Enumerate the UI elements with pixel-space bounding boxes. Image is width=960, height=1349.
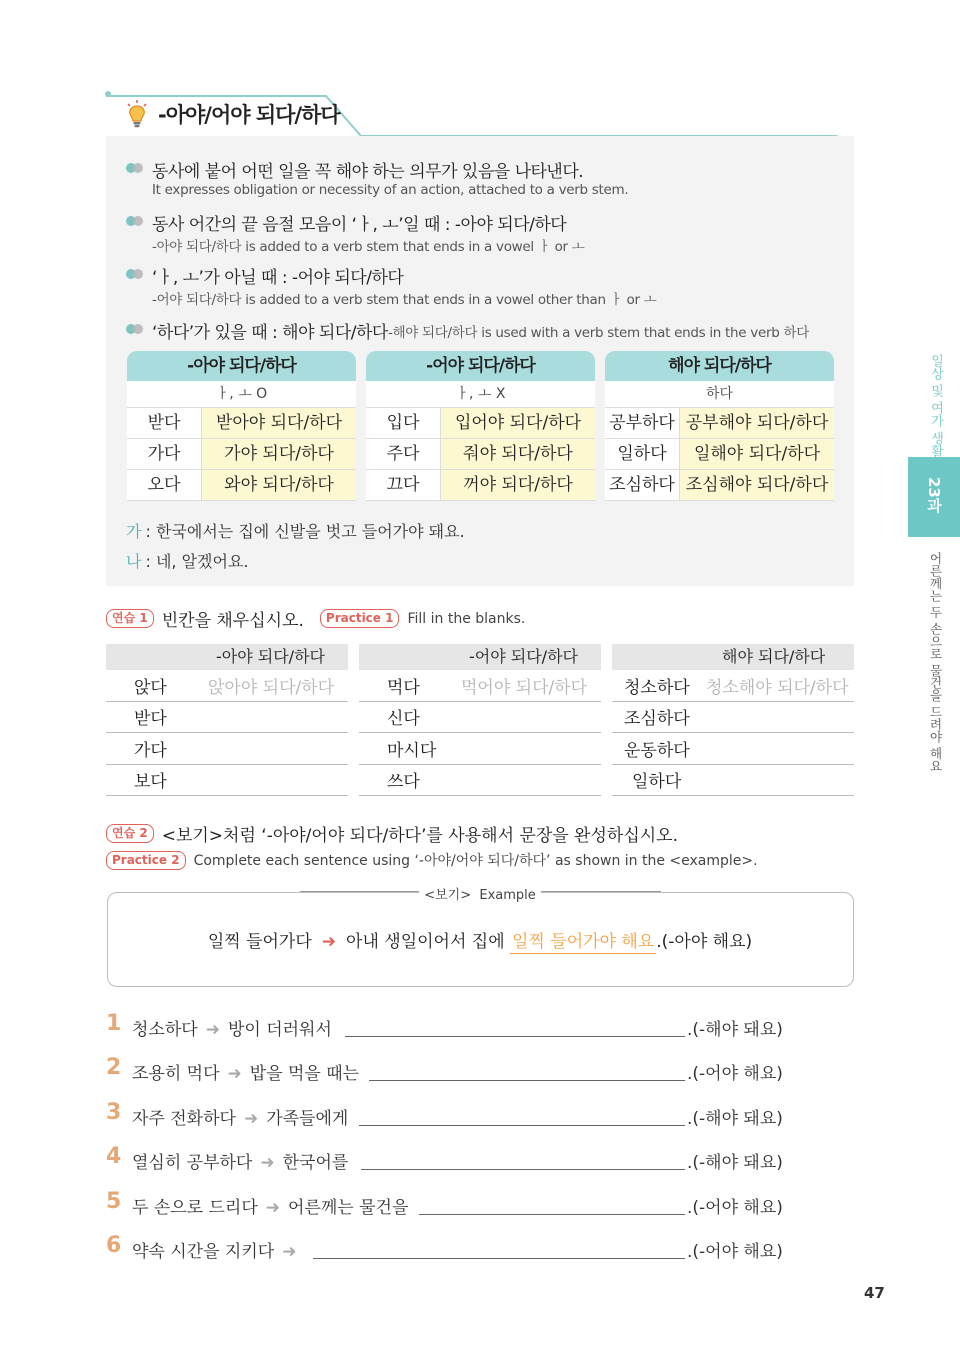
grammar-point-en: It expresses obligation or necessity of an action, attached to a verb stem. [152, 182, 629, 198]
grammar-explanation-box [106, 136, 854, 586]
dialog-line-1: 가 : 한국에서는 집에 신발을 벗고 들어가야 돼요. [126, 522, 465, 541]
form-cell: 꺼야 되다/하다 [441, 470, 595, 500]
verb-cell: 신다 [387, 709, 420, 730]
question-ending: .(-해야 돼요) [687, 1153, 783, 1173]
answer-cell: 청소해야 되다/하다 [706, 677, 849, 698]
table-condition: ㅏ, ㅗ O [127, 381, 356, 408]
form-cell: 가야 되다/하다 [202, 439, 356, 469]
arrow-right-icon: ➜ [227, 1064, 242, 1084]
bullet-icon [126, 324, 144, 334]
table-row [106, 733, 348, 765]
example-label [0, 884, 960, 903]
table-row [127, 439, 356, 470]
question-lead: 가족들에게 [266, 1109, 349, 1129]
practice1-badge-en: Practice 1 [320, 609, 400, 628]
grammar-point-ko: ‘ㅏ, ㅗ’가 아닐 때 : -어야 되다/하다 [152, 268, 404, 288]
verb-cell: 조심하다 [624, 709, 690, 730]
arrow-right-icon: ➜ [282, 1242, 297, 1262]
table-row [359, 702, 601, 734]
side-lesson-title: 어른께는 두 손으로 물건을 드려야 해요 [928, 552, 943, 772]
table-row [612, 733, 854, 765]
side-section-label: 일상 및 여가 생활 [928, 354, 943, 458]
table-row [106, 670, 348, 702]
dialog-text: 네, 알겠어요. [155, 552, 249, 571]
form-cell: 받아야 되다/하다 [202, 408, 356, 438]
verb-cell: 주다 [366, 439, 441, 469]
verb-cell: 앉다 [134, 677, 167, 698]
answer-blank[interactable] [345, 1036, 685, 1037]
question-2 [106, 1055, 786, 1085]
table-row [359, 670, 601, 702]
grammar-point-ko: ‘하다’가 있을 때 : 해야 되다/하다 [152, 323, 388, 343]
grammar-title [106, 93, 340, 135]
question-number: 5 [106, 1189, 122, 1214]
verb-cell: 보다 [134, 772, 167, 793]
table-header: -아야 되다/하다 [106, 644, 348, 670]
bullet-icon [126, 163, 144, 173]
question-ending: .(-해야 돼요) [687, 1020, 783, 1040]
verb-cell: 먹다 [387, 677, 420, 698]
practice2-heading [106, 821, 678, 846]
table-row [106, 702, 348, 734]
side-lesson-tab [908, 457, 960, 537]
grammar-point-ko: 동사에 붙어 어떤 일을 꼭 해야 하는 의무가 있음을 나타낸다. [152, 162, 584, 182]
verb-cell: 끄다 [366, 470, 441, 500]
table-row [366, 408, 595, 439]
table-row [106, 765, 348, 797]
question-number: 1 [106, 1011, 122, 1036]
practice1-table-hae [612, 644, 854, 796]
question-number: 2 [106, 1055, 122, 1080]
verb-cell: 일하다 [605, 439, 680, 469]
question-ending: .(-어야 해요) [687, 1242, 783, 1262]
conjugation-table-a [127, 351, 356, 501]
table-row [366, 439, 595, 470]
practice2-title-ko: <보기>처럼 ‘-아야/어야 되다/하다’를 사용해서 문장을 완성하십시오. [161, 826, 678, 846]
practice1-table-a [106, 644, 348, 796]
question-lead: 밥을 먹을 때는 [249, 1064, 360, 1084]
verb-cell: 입다 [366, 408, 441, 438]
dialog-text: 한국에서는 집에 신발을 벗고 들어가야 돼요. [155, 522, 465, 541]
practice1-heading [106, 606, 525, 631]
answer-blank[interactable] [369, 1080, 685, 1081]
arrow-right-icon: ➜ [260, 1153, 275, 1173]
example-lead: 아내 생일이어서 집에 [346, 932, 505, 952]
example-ending: .(-아야 해요) [656, 932, 753, 952]
conjugation-table-eo [366, 351, 595, 501]
verb-cell: 마시다 [387, 740, 437, 761]
arrow-right-icon: ➜ [321, 932, 337, 952]
table-row [366, 470, 595, 501]
table-header: 해야 되다/하다 [605, 351, 834, 381]
grammar-point-en: -어야 되다/하다 is added to a verb stem that ends in a vowel other than ㅏ or ㅗ [152, 292, 657, 308]
example-cue: 일찍 들어가다 [207, 932, 312, 952]
form-cell: 입어야 되다/하다 [441, 408, 595, 438]
example-label-ko: <보기> [424, 888, 472, 903]
side-section-tab [910, 340, 960, 458]
question-cue: 자주 전화하다 [132, 1109, 236, 1129]
table-condition: 하다 [605, 381, 834, 408]
grammar-point-en: -해야 되다/하다 is used with a verb stem that ends in the verb 하다 [388, 325, 809, 341]
question-number: 3 [106, 1100, 122, 1125]
table-row [605, 439, 834, 470]
bullet-icon [126, 269, 144, 279]
bullet-icon [126, 216, 144, 226]
verb-cell: 가다 [127, 439, 202, 469]
question-cue: 청소하다 [132, 1020, 198, 1040]
practice1-table-eo [359, 644, 601, 796]
title-text: -아야/어야 되다/하다 [158, 103, 340, 127]
question-cue: 약속 시간을 지키다 [132, 1242, 275, 1262]
arrow-right-icon: ➜ [243, 1109, 259, 1129]
arrow-right-icon: ➜ [205, 1020, 220, 1040]
question-6 [106, 1233, 786, 1263]
arrow-right-icon: ➜ [265, 1198, 281, 1218]
form-cell: 줘야 되다/하다 [441, 439, 595, 469]
example-label-en: Example [479, 888, 536, 903]
verb-cell: 쓰다 [387, 772, 420, 793]
practice2-badge-ko: 연습 2 [106, 824, 154, 843]
question-ending: .(-해야 돼요) [687, 1109, 783, 1129]
verb-cell: 가다 [134, 740, 167, 761]
example-sentence [0, 927, 960, 952]
answer-cell: 먹어야 되다/하다 [461, 677, 588, 698]
table-row [359, 765, 601, 797]
table-header: 해야 되다/하다 [612, 644, 854, 670]
table-row [127, 470, 356, 501]
table-row [359, 733, 601, 765]
table-row [127, 408, 356, 439]
verb-cell: 일하다 [632, 772, 682, 793]
question-cue: 두 손으로 드리다 [132, 1198, 258, 1218]
verb-cell: 오다 [127, 470, 202, 500]
question-number: 4 [106, 1144, 122, 1169]
verb-cell: 청소하다 [624, 677, 690, 698]
question-ending: .(-어야 해요) [687, 1198, 783, 1218]
question-lead: 방이 더러워서 [227, 1020, 332, 1040]
practice2-badge-en: Practice 2 [106, 851, 186, 870]
question-lead: 어른께는 물건을 [288, 1198, 409, 1218]
example-answer: 일찍 들어가야 해요 [512, 932, 655, 952]
form-cell: 공부해야 되다/하다 [680, 408, 834, 438]
grammar-point-ko: 동사 어간의 끝 음절 모음이 ‘ㅏ, ㅗ’일 때 : -아야 되다/하다 [152, 215, 567, 235]
table-header: -아야 되다/하다 [127, 351, 356, 381]
form-cell: 와야 되다/하다 [202, 470, 356, 500]
verb-cell: 받다 [134, 709, 167, 730]
question-4 [106, 1144, 786, 1174]
table-row [605, 408, 834, 439]
practice2-subheading [106, 850, 758, 870]
verb-cell: 조심하다 [605, 470, 680, 500]
table-condition: ㅏ, ㅗ X [366, 381, 595, 408]
dialog-line-2: 나 : 네, 알겠어요. [126, 552, 249, 571]
practice2-title-en: Complete each sentence using ‘-아야/어야 되다/하다’ as shown in the <example>. [193, 853, 758, 869]
question-5 [106, 1189, 786, 1219]
verb-cell: 받다 [127, 408, 202, 438]
answer-blank[interactable] [359, 1125, 685, 1126]
practice1-title-ko: 빈칸을 채우십시오. [161, 611, 304, 631]
answer-blank[interactable] [361, 1169, 685, 1170]
verb-cell: 공부하다 [605, 408, 680, 438]
verb-cell: 운동하다 [624, 740, 690, 761]
practice1-badge-ko: 연습 1 [106, 609, 154, 628]
table-header: -어야 되다/하다 [366, 351, 595, 381]
question-1 [106, 1011, 786, 1041]
side-lesson-number: 23과 [925, 477, 943, 513]
answer-blank[interactable] [313, 1258, 685, 1259]
table-row [612, 702, 854, 734]
question-3 [106, 1100, 786, 1130]
table-row [612, 670, 854, 702]
speaker-label: 나 [126, 552, 142, 571]
conjugation-table-hae [605, 351, 834, 501]
practice1-title-en: Fill in the blanks. [407, 610, 526, 627]
grammar-point-en: -아야 되다/하다 is added to a verb stem that ends in a vowel ㅏ or ㅗ [152, 239, 585, 255]
lightbulb-icon [124, 99, 150, 129]
speaker-label: 가 [126, 522, 142, 541]
table-header: -어야 되다/하다 [359, 644, 601, 670]
question-cue: 조용히 먹다 [132, 1064, 220, 1084]
table-row [612, 765, 854, 797]
page-number: 47 [864, 1284, 885, 1302]
answer-blank[interactable] [419, 1214, 685, 1215]
form-cell: 조심해야 되다/하다 [680, 470, 834, 500]
question-number: 6 [106, 1233, 122, 1258]
question-lead: 한국어를 [282, 1153, 349, 1173]
answer-cell: 앉아야 되다/하다 [208, 677, 335, 698]
table-row [605, 470, 834, 501]
question-cue: 열심히 공부하다 [132, 1153, 253, 1173]
question-ending: .(-어야 해요) [687, 1064, 783, 1084]
form-cell: 일해야 되다/하다 [680, 439, 834, 469]
